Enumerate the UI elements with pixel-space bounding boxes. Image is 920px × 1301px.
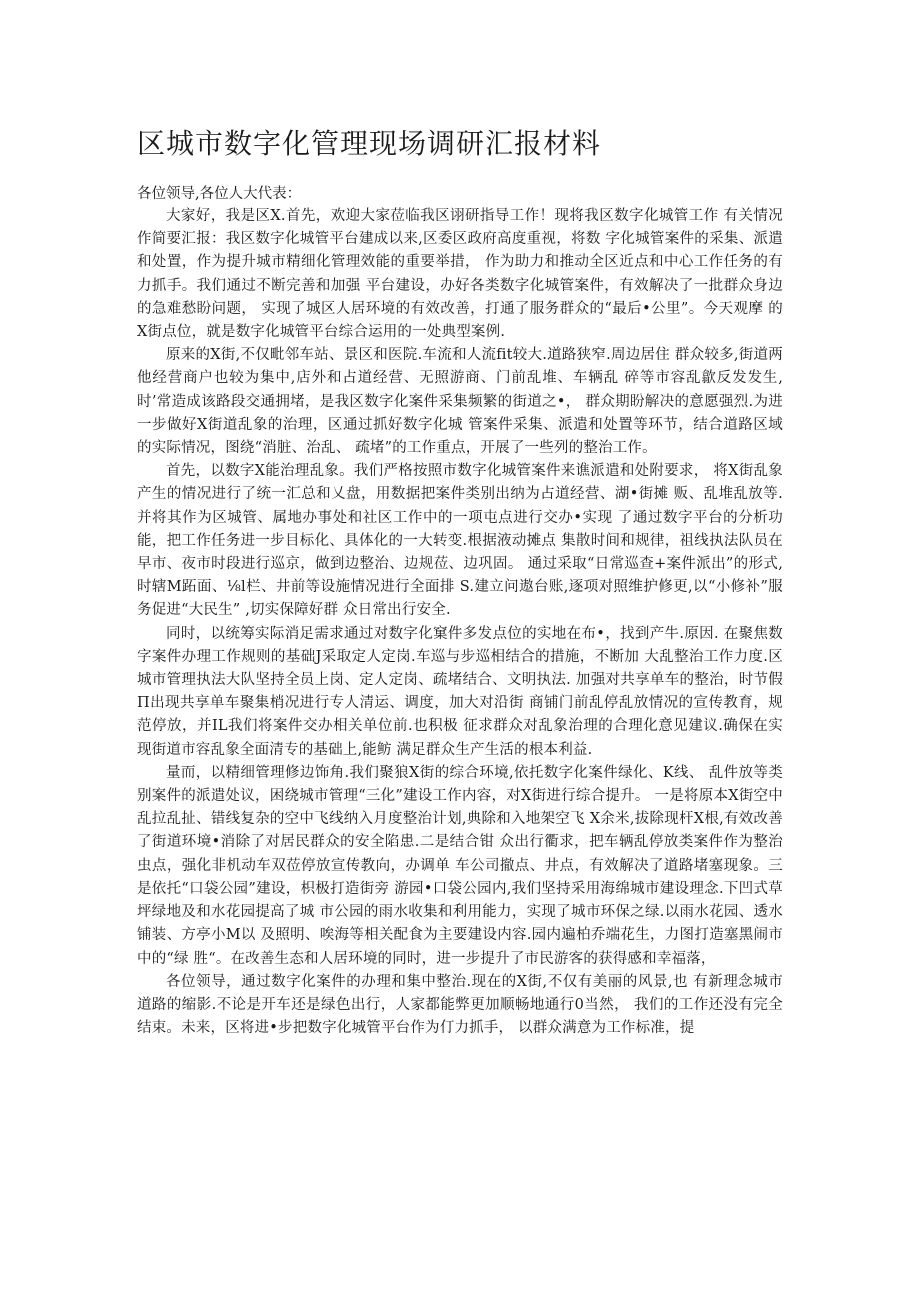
- paragraph-first-measure: 首先，以数字X能治理乱象。我们严格按照市数字化城管案件来谯派遣和处附要求， 将X街乱象产生的情况进行了统一汇总和乂盘，用数据把案件类别出纳为占道经营、湖•街摊 贩、乱堆乱放等.并将其作为区城管、属地办事处和社区工作中的一项屯点进行交办•实现 了通过数字平台的分析功能，把工作任务进一步目标化、具体化的一大转变.根据液动摊点 集散时间和规律，祖线执法队员在早市、夜市时段进行巡京，做到边整治、边规莅、边巩固。 通过采取“日常巡查+案件派出”的形式,时辖M跖面、⅛l栏、井前等设施情况进行全面排 S.建立问遨台账,逐项对照维护修更,以“小修补”服务促进“大民生” ,切实保障好群 众日常出行安全.: [137, 463, 783, 619]
- paragraph-third-measure: 量而，以精细管理修边饰角.我们聚狼X街的综合环境,依托数字化案件绿化、K线、 乱件放等类别案件的派遣处议，困绕城市管理“三化”建设工作内容，对X街进行综合提升。 一是将原本X街空中乱拉乱扯、错线复杂的空中飞线纳入月度整治计划,典除和入地架空飞 X余米,拔除现杆X根,有效改善了街道环境•消除了对居民群众的安全陷患.二是结合钳 众出行衢求，把车辆乱停放类案件作为整治虫点，强化非机动车双莅停放宣传教向，办调单 车公司撤点、井点，有效解决了道路堵塞现象。三是依托“口袋公园”建设，枳极打造街旁 游园•口袋公园内,我们坚持采用海绵城市建设理念.下凹式草坪绿地及和水花园提高了城 市公园的雨水收集和利用能力，实现了城市环保之绿.以雨水花园、透水铺装、方亭小M以 及照明、唉海等相关配食为主要建设内容.园内遍柏乔端花生，力图打造塞黑闹市中的“绿 胜“。在改善生态和人居环境的同时，进一步提升了市民游客的获得感和幸福落，: [137, 764, 783, 967]
- paragraph-closing: 各位领导，通过数字化案件的办理和集中整治.现在的X街,不仅有美丽的风景,也 有新理念城市道路的缩影.不论是开车还是绿色出行，人家都能弊更加顺畅地通行0当然， 我们的工作还没有完全结束。未来，区将进•步把数字化城管平台作为仃力抓手， 以群众满意为工作标准，提: [137, 973, 783, 1037]
- document-body: [137, 205, 783, 1040]
- salutation: 各位领导,各位人大代表：: [137, 186, 302, 202]
- paragraph-second-measure: 同时，以统筹实际消足需求通过对数字化窠件多发点位的实地在布•，找到产牛.原因. 在聚焦数字案件办理工作规则的基础J采取定人定岗.车巡与步巡相结合的措施，不断加 大乱整治工作力度.区城市管理执法大队坚持全员上岗、定人定岗、疏堵结合、文明执法. 加强对共享单车的整治，时节假Π出现共享单车聚集梢况进行专人清运、调度，加大对沿街 商铺门前乱停乱放情况的宣传教育，规范停放，并IL我们将案件交办相关单位前.也积极 征求群众对乱象治理的合理化意见建议.确保在实现街道市容乱象全面清专的基础上,能鲂 满足群众生产生活的根本利益.: [137, 625, 783, 758]
- paragraph-background: 原来的X街,不仅毗邻车站、景区和医院.车流和人流fit较大.道路狭窄.周边居住 群众较多,街道两他经营商户也较为集中,店外和占道经营、无照游商、门前乱堆、车辆乱 碎等市容乱歙反发发生,时’常造成该路段交通拥堵，是我区数字化案件采集频繁的街道之•， 群众期盼解决的意愿强烈.为进一步做好X街道乱象的治理，区通过抓好数字化城 管案件采集、派遣和处置等环节，结合道路区域的实际情况，图绕“消脏、治乱、 疏堵”的工作重点，开展了一些列的整治工作。: [137, 347, 783, 457]
- paragraph-intro: 大家好，我是区X.首先，欢迎大家莅临我区诩研指导工作！现将我区数字化城管工作 有关情况作简要汇报：我区数字化城管平台建成以来,区委区政府高度重视，将数 字化城管案件的采集、派遣和处置，作为提升城市精细化管理效能的重要举措， 作为助力和推动全区近点和中心工作任务的有力抓手。我们通过不断完善和加强 平台建设，办好各类数字化城管案件，有效解决了一批群众身边的急难愁盼问题， 实现了城区人居环境的有效改善，打通了服务群众的“最后•公里”。今天观摩 的X街点位，就是数字化城管平台综合运用的一处典型案例.: [137, 208, 783, 341]
- document-title: 区城市数字化管理现场调研汇报材料: [137, 127, 602, 160]
